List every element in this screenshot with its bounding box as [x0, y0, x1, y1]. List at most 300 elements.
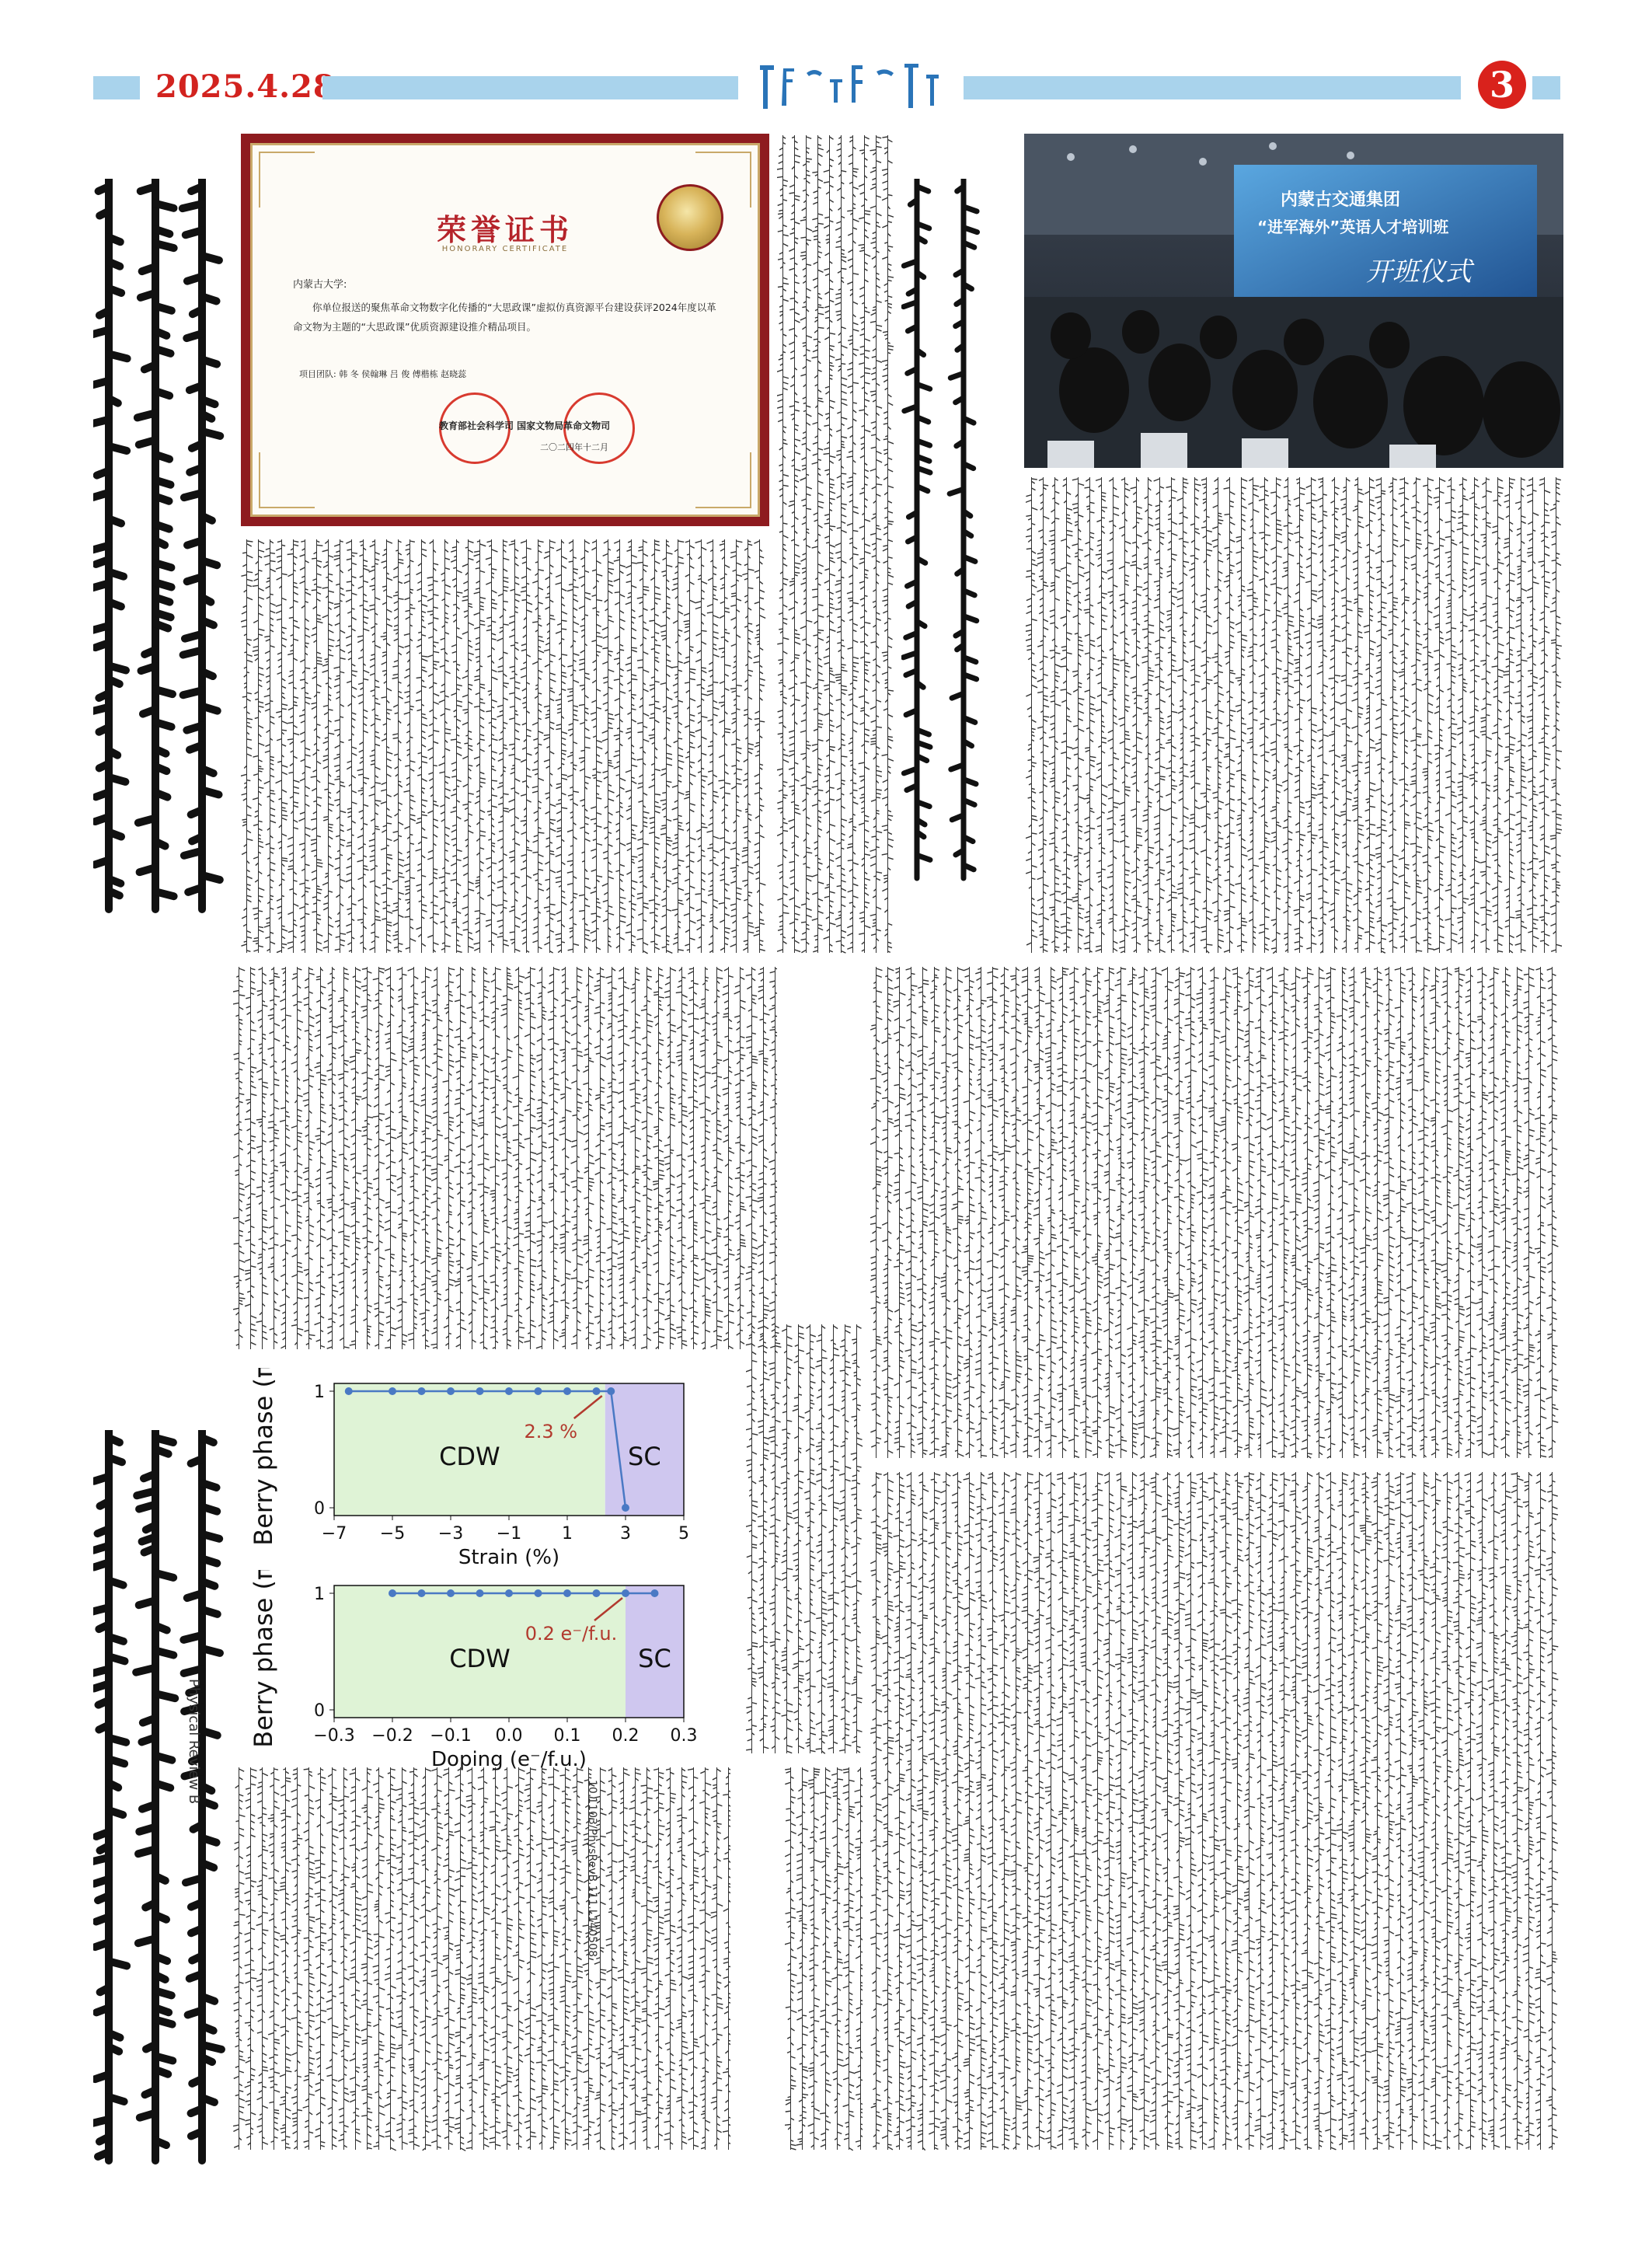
text-column: [276, 539, 288, 953]
text-column: [1127, 1472, 1139, 2150]
text-column: [824, 135, 836, 953]
text-column: [513, 967, 525, 1349]
text-column: [233, 1767, 245, 2150]
data-point: [447, 1387, 455, 1395]
text-column: [707, 539, 720, 953]
text-column: [828, 1324, 840, 1753]
text-column: [637, 539, 650, 954]
data-point: [622, 1589, 629, 1597]
text-column: [769, 1324, 782, 1753]
text-column: [1430, 967, 1442, 1458]
text-column: [509, 539, 521, 953]
text-column: [649, 539, 661, 953]
text-column: [1453, 1472, 1466, 2150]
text-column: [497, 539, 510, 953]
text-column: [917, 967, 929, 1458]
text-column: [245, 967, 256, 1349]
text-column: [1185, 967, 1197, 1458]
data-point: [389, 1589, 396, 1597]
text-column: [1162, 1472, 1174, 2150]
text-column: [315, 967, 327, 1349]
text-column: [975, 967, 988, 1458]
text-column: [1080, 1472, 1093, 2150]
text-column: [1313, 1472, 1326, 2150]
y-axis-label: Berry phase (π): [249, 1570, 278, 1748]
text-column: [758, 967, 770, 1349]
text-column: [882, 1472, 894, 2150]
y-axis-label: Berry phase (π): [249, 1368, 278, 1546]
text-column: [742, 539, 755, 953]
text-column: [466, 1767, 479, 2150]
data-point: [651, 1589, 659, 1597]
certificate-issuers: 教育部社会科学司 国家文物局革命文物司: [439, 419, 610, 432]
text-column: [1360, 1472, 1372, 2150]
text-column: [1092, 1472, 1104, 2150]
region-label: CDW: [439, 1442, 500, 1471]
journal-name: Physical Review B: [186, 1679, 202, 1804]
text-column: [466, 967, 479, 1349]
text-column: [396, 1767, 409, 2150]
y-tick-label: 1: [314, 1585, 325, 1604]
text-column: [1033, 967, 1046, 1458]
text-column: [711, 1767, 723, 2150]
data-point: [418, 1589, 426, 1597]
text-column: [478, 1767, 490, 2150]
text-column: [338, 1767, 350, 2150]
text-column: [758, 1324, 770, 1753]
text-column: [1511, 967, 1524, 1458]
text-column: [253, 539, 265, 953]
text-column: [843, 1767, 856, 2151]
text-column: [291, 967, 304, 1349]
headline-column: [950, 179, 977, 878]
text-column: [1103, 1472, 1116, 2150]
data-point: [476, 1589, 484, 1597]
text-column: [571, 967, 584, 1349]
text-column: [303, 967, 315, 1349]
text-column: [855, 1767, 863, 2150]
text-column: [1395, 967, 1407, 1458]
text-column: [699, 1767, 712, 2150]
text-column: [299, 539, 312, 953]
text-column: [1515, 477, 1528, 953]
data-point: [535, 1387, 542, 1395]
berry-phase-strain-chart: [233, 1368, 699, 1578]
text-column: [688, 1767, 700, 2150]
text-column: [1267, 1472, 1279, 2150]
text-column: [1535, 1472, 1547, 2150]
x-tick-label: 0.0: [496, 1726, 523, 1746]
text-column: [1236, 477, 1248, 953]
text-column: [1434, 477, 1446, 953]
text-column: [1371, 967, 1383, 1458]
text-column: [664, 1767, 677, 2150]
article-text-block: [785, 1764, 863, 2153]
text-column: [952, 1472, 964, 2150]
text-column: [1500, 1472, 1512, 2150]
text-column: [870, 135, 883, 953]
text-column: [699, 967, 712, 1349]
text-column: [350, 967, 362, 1349]
text-column: [567, 539, 580, 953]
text-column: [256, 1767, 269, 2150]
data-point: [505, 1589, 513, 1597]
text-column: [929, 1472, 941, 2150]
text-column: [653, 1767, 665, 2150]
headline-column: [136, 1430, 175, 2161]
text-column: [1037, 477, 1050, 953]
text-column: [641, 1767, 653, 2150]
text-column: [1313, 967, 1326, 1458]
text-column: [280, 967, 291, 1349]
text-column: [1022, 1472, 1034, 2150]
text-column: [676, 967, 688, 1349]
text-column: [536, 1767, 549, 2150]
data-point: [563, 1387, 571, 1395]
text-column: [987, 967, 999, 1458]
text-column: [1096, 477, 1108, 953]
text-column: [882, 135, 894, 953]
text-column: [1010, 1472, 1023, 2150]
text-column: [1294, 477, 1305, 953]
text-column: [1546, 967, 1559, 1458]
text-column: [672, 539, 685, 953]
text-column: [1208, 1472, 1221, 2150]
text-column: [1084, 477, 1096, 953]
text-column: [1197, 1472, 1209, 2150]
article-text-block: [233, 1764, 730, 2153]
text-column: [1348, 1472, 1361, 2150]
text-column: [408, 1767, 420, 2150]
x-tick-label: −0.2: [371, 1726, 413, 1746]
x-tick-label: −5: [380, 1524, 405, 1544]
text-column: [326, 1767, 339, 2150]
text-column: [1068, 1472, 1081, 2150]
text-column: [350, 1767, 362, 2150]
data-point: [593, 1589, 601, 1597]
text-column: [1488, 967, 1500, 1458]
text-column: [1173, 1472, 1186, 2150]
text-column: [338, 967, 350, 1349]
text-column: [905, 967, 918, 1458]
text-column: [664, 967, 677, 1349]
text-column: [1492, 477, 1504, 953]
text-column: [525, 1767, 537, 2150]
text-column: [1189, 477, 1201, 953]
article-text-block: [870, 1469, 1562, 2153]
header-bar-left: [93, 76, 140, 99]
text-column: [416, 539, 428, 953]
text-column: [629, 1767, 642, 2150]
article-text-block: [241, 536, 769, 956]
text-column: [1383, 1472, 1396, 2150]
text-column: [695, 539, 708, 953]
text-column: [1197, 967, 1209, 1458]
text-column: [754, 539, 766, 953]
text-column: [746, 967, 758, 1349]
text-column: [789, 135, 801, 953]
text-column: [1465, 1472, 1477, 2150]
text-column: [385, 1767, 397, 2151]
text-column: [420, 1767, 431, 2151]
text-column: [723, 1767, 730, 2150]
text-column: [1488, 1472, 1500, 2150]
x-axis-label: Doping (e⁻/f.u.): [431, 1748, 587, 1771]
text-column: [256, 967, 269, 1349]
text-column: [1022, 967, 1034, 1458]
text-column: [629, 967, 642, 1349]
x-tick-label: 0.1: [554, 1726, 581, 1746]
text-column: [490, 967, 501, 1349]
text-column: [1364, 477, 1376, 953]
text-column: [385, 967, 397, 1349]
text-column: [730, 539, 743, 953]
text-column: [1539, 477, 1551, 953]
header-bar-middle-left: [322, 76, 738, 99]
text-column: [1142, 477, 1155, 953]
doping-chart-svg: [233, 1570, 699, 1780]
text-column: [455, 967, 466, 1349]
text-column: [1523, 1472, 1535, 2150]
text-column: [781, 1324, 793, 1753]
text-column: [1177, 477, 1190, 953]
text-column: [1457, 477, 1469, 953]
data-point: [535, 1589, 542, 1597]
text-column: [556, 539, 568, 953]
text-column: [1220, 967, 1232, 1458]
text-column: [334, 539, 347, 953]
article-text-block: [870, 964, 1562, 1461]
text-column: [1418, 1472, 1431, 2150]
text-column: [917, 1472, 929, 2151]
text-column: [999, 1472, 1011, 2150]
text-column: [859, 135, 871, 953]
text-column: [1243, 1472, 1256, 2150]
text-column: [1045, 1472, 1058, 2150]
strain-chart-svg: [233, 1368, 699, 1578]
text-column: [820, 1767, 832, 2150]
text-column: [719, 539, 731, 953]
text-column: [816, 1324, 828, 1753]
text-column: [618, 967, 630, 1349]
data-point: [418, 1387, 426, 1395]
text-column: [711, 967, 723, 1349]
text-column: [1418, 967, 1431, 1458]
text-column: [1445, 477, 1458, 953]
text-column: [746, 1324, 758, 1753]
headline-column: [138, 179, 174, 909]
text-column: [501, 967, 514, 1349]
text-column: [606, 967, 619, 1349]
text-column: [1220, 1472, 1232, 2150]
text-column: [1360, 967, 1372, 1458]
x-tick-label: 1: [562, 1524, 573, 1544]
text-column: [870, 967, 882, 1458]
text-column: [311, 539, 323, 953]
text-column: [1523, 967, 1535, 1458]
text-column: [987, 1472, 999, 2150]
text-column: [1430, 1472, 1442, 2150]
text-column: [1061, 477, 1073, 953]
text-column: [882, 967, 894, 1458]
article-text-block: [233, 964, 777, 1352]
text-column: [1232, 1472, 1244, 2150]
text-column: [964, 1472, 976, 2150]
threshold-annotation: 0.2 e⁻/f.u.: [525, 1623, 618, 1645]
headline-top-left: [93, 179, 233, 925]
data-point: [563, 1589, 571, 1597]
text-column: [571, 1767, 584, 2150]
text-column: [1127, 967, 1138, 1458]
text-column: [451, 539, 463, 953]
text-column: [1302, 967, 1314, 1458]
text-column: [1422, 477, 1434, 953]
data-point: [389, 1387, 396, 1395]
text-column: [1527, 477, 1539, 953]
text-column: [1317, 477, 1330, 953]
text-column: [1337, 967, 1348, 1458]
data-point: [607, 1387, 615, 1395]
article-text-block: [777, 132, 894, 956]
text-column: [1208, 967, 1221, 1458]
banner-line-1: 内蒙古交通集团: [1281, 187, 1400, 211]
headline-column: [183, 179, 220, 909]
header-bar-middle-right: [964, 76, 1461, 99]
text-column: [1162, 967, 1174, 1458]
data-point: [505, 1387, 513, 1395]
text-column: [1325, 1472, 1337, 2150]
text-column: [1278, 967, 1291, 1458]
text-column: [723, 967, 735, 1349]
text-column: [1131, 477, 1143, 953]
text-column: [559, 967, 572, 1349]
text-column: [1395, 1472, 1406, 2150]
text-column: [653, 967, 664, 1349]
text-column: [870, 1472, 882, 2150]
y-tick-label: 1: [314, 1383, 325, 1402]
text-column: [614, 539, 626, 953]
text-column: [1441, 967, 1454, 1458]
text-column: [929, 967, 941, 1458]
text-column: [346, 539, 357, 953]
text-column: [396, 967, 409, 1349]
text-column: [1049, 477, 1061, 953]
honorary-certificate: [241, 134, 769, 526]
page-number-badge: 3: [1478, 61, 1526, 109]
text-column: [1255, 1472, 1267, 2150]
text-column: [688, 967, 699, 1349]
text-column: [513, 1767, 525, 2150]
x-tick-label: 3: [620, 1524, 631, 1544]
text-column: [975, 1472, 988, 2150]
text-column: [940, 967, 953, 1458]
text-column: [1150, 967, 1162, 1458]
issue-date: 2025.4.28: [155, 68, 336, 105]
text-column: [591, 539, 603, 953]
text-column: [1375, 477, 1388, 953]
text-column: [793, 1324, 805, 1753]
x-tick-label: −1: [497, 1524, 521, 1544]
text-column: [606, 1767, 619, 2150]
text-column: [373, 1767, 385, 2150]
text-column: [1201, 477, 1213, 953]
text-column: [1550, 477, 1562, 953]
text-column: [322, 539, 335, 953]
text-column: [280, 1767, 292, 2150]
text-column: [474, 539, 486, 953]
text-column: [1410, 477, 1423, 953]
text-column: [1212, 477, 1225, 953]
text-column: [1115, 967, 1127, 1458]
threshold-annotation: 2.3 %: [524, 1421, 577, 1442]
text-column: [1185, 1472, 1197, 2150]
text-column: [361, 967, 374, 1349]
text-column: [427, 539, 440, 953]
text-column: [777, 135, 789, 953]
text-column: [1406, 1472, 1419, 2150]
text-column: [1232, 967, 1244, 1458]
text-column: [1154, 477, 1166, 953]
text-column: [490, 1767, 502, 2150]
text-column: [1119, 477, 1131, 953]
text-column: [1150, 1472, 1162, 2150]
text-column: [1511, 1472, 1524, 2150]
text-column: [420, 967, 432, 1349]
text-column: [288, 539, 300, 953]
text-column: [443, 1767, 455, 2150]
doi-reference: 10.1103/PhysRevB.111.L140508: [586, 1780, 598, 1957]
text-column: [404, 539, 416, 953]
x-tick-label: −7: [322, 1524, 347, 1544]
text-column: [373, 967, 385, 1349]
text-column: [478, 967, 490, 1349]
text-column: [431, 1767, 443, 2150]
text-column: [894, 1472, 906, 2150]
text-column: [381, 539, 393, 953]
text-column: [1010, 967, 1023, 1458]
headline-bottom-left: [93, 1430, 233, 2176]
text-column: [455, 1767, 467, 2151]
text-column: [1278, 1472, 1291, 2150]
text-column: [408, 967, 420, 1349]
text-column: [1045, 967, 1058, 1458]
text-column: [1465, 967, 1476, 1458]
text-column: [548, 967, 560, 1349]
data-point: [622, 1504, 629, 1512]
text-column: [1080, 967, 1093, 1458]
text-column: [326, 967, 338, 1349]
text-column: [536, 967, 548, 1349]
x-tick-label: −0.3: [313, 1726, 354, 1746]
data-point: [476, 1387, 484, 1395]
photo-scene: [1024, 134, 1563, 468]
headline-top-middle: [901, 179, 1010, 909]
text-column: [1138, 967, 1151, 1458]
text-column: [1453, 967, 1466, 1458]
text-column: [999, 967, 1011, 1458]
text-column: [268, 1767, 280, 2150]
text-column: [357, 539, 370, 953]
text-column: [602, 539, 615, 953]
text-column: [583, 967, 594, 1349]
banner-line-2: “进军海外”英语人才培训班: [1257, 215, 1448, 237]
text-column: [1500, 967, 1511, 1458]
text-column: [1290, 967, 1302, 1458]
text-column: [1476, 1472, 1489, 2150]
text-column: [1441, 1472, 1454, 2150]
text-column: [839, 1324, 852, 1753]
certificate-corner-ornament: [695, 452, 751, 508]
